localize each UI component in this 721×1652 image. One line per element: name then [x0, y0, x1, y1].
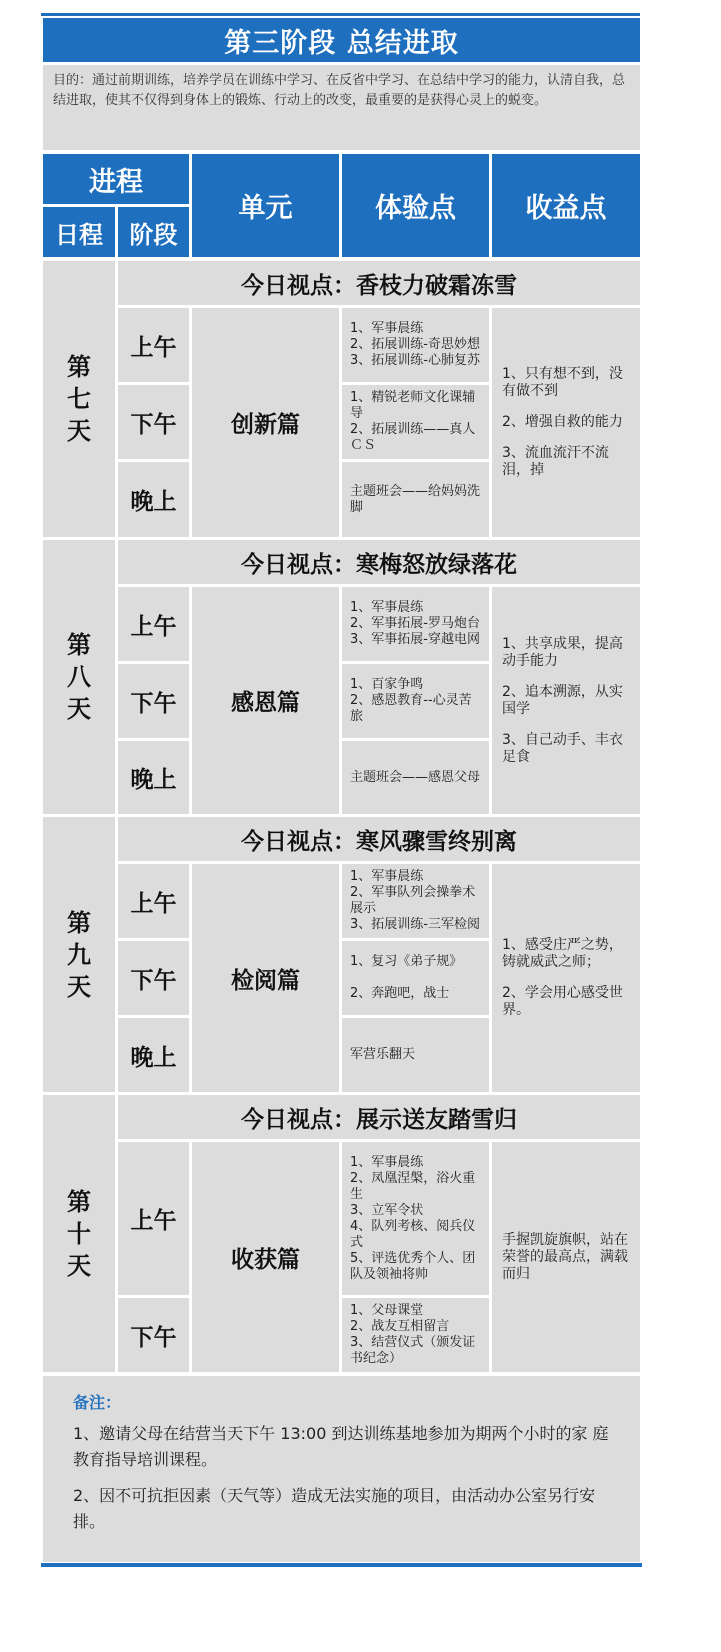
- unit-name: 检阅篇: [192, 864, 339, 1092]
- day-viewpoint: 今日视点：寒梅怒放绿落花: [118, 540, 640, 584]
- day-label: 第 七 天: [43, 261, 115, 537]
- header-progress: 进程: [43, 154, 189, 204]
- intro-text: 目的：通过前期训练，培养学员在训练中学习、在反省中学习、在总结中学习的能力，认清自我，总结进取，使其不仅得到身体上的锻炼、行动上的改变，最重要的是获得心灵上的蜕变。: [43, 65, 640, 150]
- bottom-rule: [41, 1563, 642, 1567]
- period-label: 下午: [118, 1298, 189, 1372]
- day-label: 第 九 天: [43, 817, 115, 1092]
- day-label: 第 八 天: [43, 540, 115, 814]
- experience-cell: 主题班会——给妈妈洗脚: [342, 462, 489, 537]
- experience-cell: 1、复习《弟子规》 2、奔跑吧，战士: [342, 941, 489, 1015]
- experience-cell: 1、军事晨练 2、凤凰涅槃，浴火重生 3、立军令状 4、队列考核、阅兵仪式 5、评选优秀个人、团队及领袖将帅: [342, 1142, 489, 1295]
- day-label: 第 十 天: [43, 1095, 115, 1372]
- unit-name: 收获篇: [192, 1142, 339, 1372]
- period-label: 下午: [118, 385, 189, 459]
- header-schedule: 日程: [43, 207, 115, 257]
- period-label: 下午: [118, 941, 189, 1015]
- experience-cell: 主题班会——感恩父母: [342, 741, 489, 814]
- day-viewpoint: 今日视点：香枝力破霜冻雪: [118, 261, 640, 305]
- note-item: 1、邀请父母在结营当天下午 13:00 到达训练基地参加为期两个小时的家 庭教育指导培训课程。: [73, 1424, 609, 1469]
- benefit-cell: 1、共享成果，提高动手能力 2、追本溯源，从实国学 3、自己动手、丰衣足食: [492, 587, 640, 814]
- period-label: 晚上: [118, 1018, 189, 1092]
- note-item: 2、因不可抗拒因素（天气等）造成无法实施的项目，由活动办公室另行安排。: [73, 1486, 596, 1531]
- unit-name: 创新篇: [192, 308, 339, 537]
- notes-box: [43, 1376, 640, 1562]
- benefit-cell: 手握凯旋旗帜，站在荣誉的最高点，满载而归: [492, 1142, 640, 1372]
- period-label: 下午: [118, 664, 189, 738]
- experience-cell: 军营乐翻天: [342, 1018, 489, 1092]
- header-stage: 阶段: [118, 207, 189, 257]
- period-label: 上午: [118, 587, 189, 661]
- header-unit: 单元: [192, 154, 339, 257]
- period-label: 晚上: [118, 741, 189, 814]
- day-viewpoint: 今日视点：寒风骤雪终别离: [118, 817, 640, 861]
- experience-cell: 1、父母课堂 2、战友互相留言 3、结营仪式（颁发证书纪念）: [342, 1298, 489, 1372]
- period-label: 上午: [118, 1142, 189, 1295]
- day-viewpoint: 今日视点：展示送友踏雪归: [118, 1095, 640, 1139]
- benefit-cell: 1、只有想不到，没有做不到 2、增强自救的能力 3、流血流汗不流泪，掉: [492, 308, 640, 537]
- header-benefit: 收益点: [492, 154, 640, 257]
- top-rule: [41, 13, 640, 16]
- experience-cell: 1、军事晨练 2、拓展训练-奇思妙想 3、拓展训练-心肺复苏: [342, 308, 489, 382]
- unit-name: 感恩篇: [192, 587, 339, 814]
- page-title: 第三阶段 总结进取: [43, 18, 640, 62]
- experience-cell: 1、军事晨练 2、军事拓展-罗马炮台 3、军事拓展-穿越电网: [342, 587, 489, 661]
- period-label: 上午: [118, 308, 189, 382]
- period-label: 晚上: [118, 462, 189, 537]
- notes-title: 备注：: [73, 1393, 122, 1412]
- experience-cell: 1、军事晨练 2、军事队列会操拳术展示 3、拓展训练-三军检阅: [342, 864, 489, 938]
- experience-cell: 1、百家争鸣 2、感恩教育--心灵苦旅: [342, 664, 489, 738]
- period-label: 上午: [118, 864, 189, 938]
- header-experience: 体验点: [342, 154, 489, 257]
- experience-cell: 1、精锐老师文化课辅导 2、拓展训练——真人ＣＳ: [342, 385, 489, 459]
- benefit-cell: 1、感受庄严之势，铸就威武之师； 2、学会用心感受世界。: [492, 864, 640, 1092]
